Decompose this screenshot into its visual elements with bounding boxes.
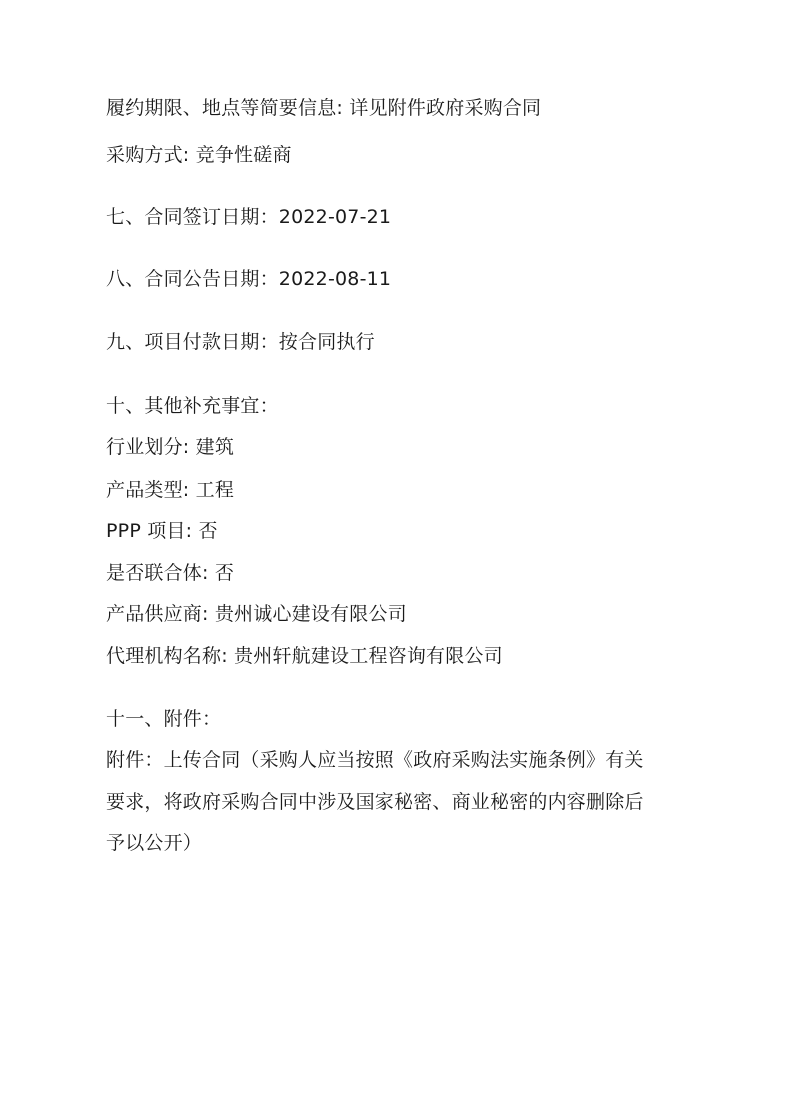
attachment-line-3: 予以公开） [106,832,203,854]
fulfillment-info-text: 履约期限、地点等简要信息: 详见附件政府采购合同 [106,97,542,119]
procurement-method-text: 采购方式: 竞争性磋商 [106,144,292,166]
section-11-heading: 十一、附件： [106,708,222,730]
attachment-line-1: 附件：上传合同（采购人应当按照《政府采购法实施条例》有关 [106,749,644,771]
consortium-text: 是否联合体: 否 [106,562,235,584]
section-9-payment-date: 九、项目付款日期：按合同执行 [106,331,375,353]
industry-text: 行业划分: 建筑 [106,436,235,458]
ppp-project-text: PPP 项目: 否 [106,520,218,542]
section-8-contract-announce-date: 八、合同公告日期：2022-08-11 [106,268,392,290]
supplier-text: 产品供应商: 贵州诚心建设有限公司 [106,603,407,625]
agency-text: 代理机构名称: 贵州轩航建设工程咨询有限公司 [106,645,503,667]
section-10-heading: 十、其他补充事宜： [106,395,279,417]
attachment-line-2: 要求，将政府采购合同中涉及国家秘密、商业秘密的内容删除后 [106,791,644,813]
section-7-contract-sign-date: 七、合同签订日期：2022-07-21 [106,206,392,228]
product-type-text: 产品类型: 工程 [106,479,235,501]
